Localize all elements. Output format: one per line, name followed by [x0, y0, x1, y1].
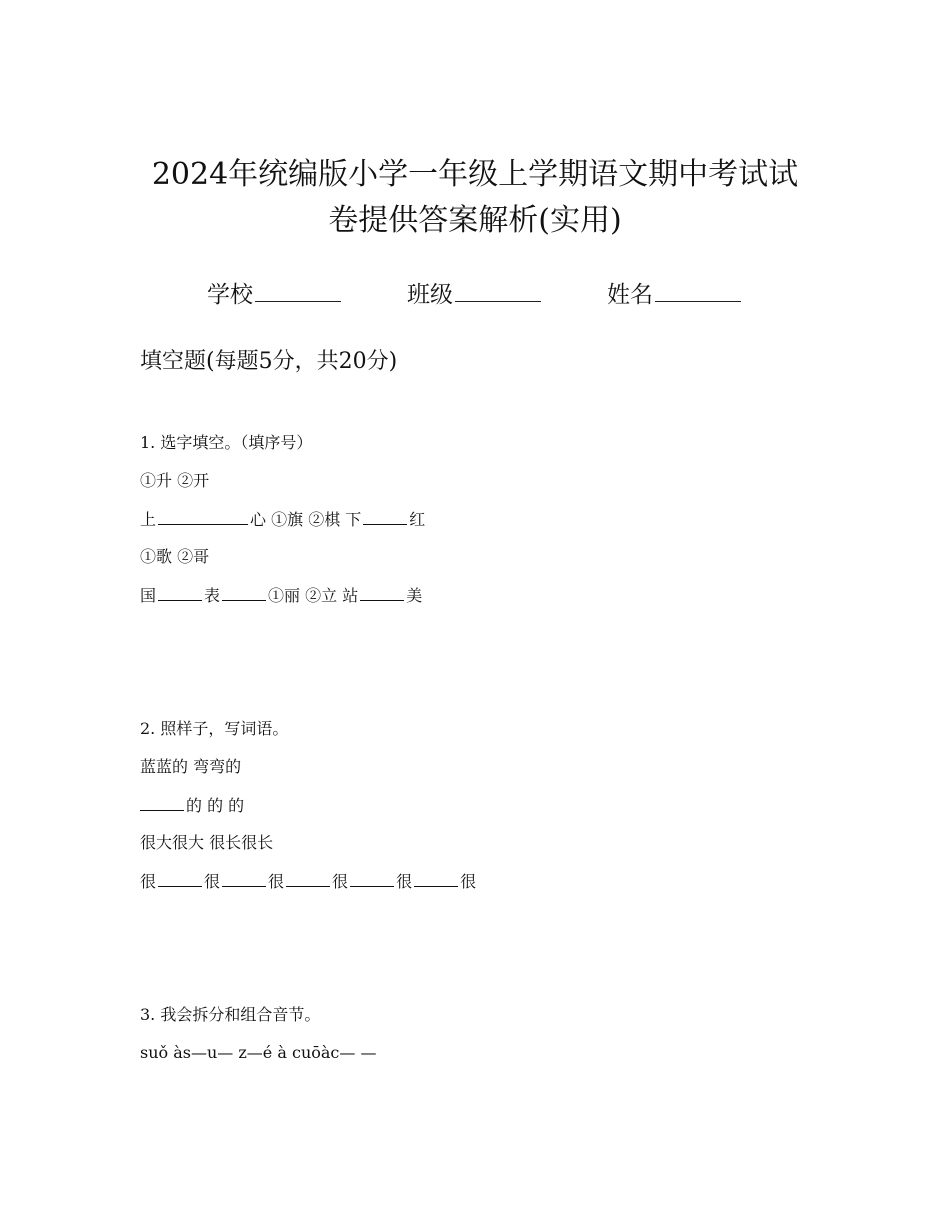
name-blank[interactable] — [655, 279, 741, 302]
answer-blank[interactable] — [360, 584, 404, 601]
answer-blank[interactable] — [222, 870, 266, 887]
answer-blank[interactable] — [414, 870, 458, 887]
answer-blank[interactable] — [158, 508, 248, 525]
answer-blank[interactable] — [286, 870, 330, 887]
school-label: 学校 — [207, 282, 253, 308]
q1-options-a: ①升 ②开 — [140, 471, 210, 490]
q3-pinyin-line: suǒ às—u— z—é à cuōàc— — — [140, 1043, 377, 1062]
document-title — [100, 152, 850, 244]
q2-hen-line: 很 很 很 很 很 很 — [140, 872, 477, 891]
q2-prompt: 2. 照样子，写词语。 — [140, 719, 289, 738]
q1-line-2: 上 心 ①旗 ②棋 下 红 — [140, 510, 426, 529]
title-line-1: 2024年统编版小学一年级上学期语文期中考试试 — [151, 157, 799, 192]
name-label: 姓名 — [607, 282, 653, 308]
answer-blank[interactable] — [158, 584, 202, 601]
school-blank[interactable] — [255, 279, 341, 302]
class-field[interactable] — [407, 276, 541, 309]
q2-blank-line: 的 的 的 — [140, 794, 244, 817]
q3-prompt: 3. 我会拆分和组合音节。 — [140, 1005, 321, 1024]
name-field[interactable] — [607, 276, 741, 309]
answer-blank[interactable] — [350, 870, 394, 887]
answer-blank[interactable] — [140, 794, 184, 811]
student-info-row — [0, 276, 950, 312]
answer-blank[interactable] — [158, 870, 202, 887]
title-line-2: 卷提供答案解析(实用) — [328, 203, 622, 238]
q1-line-4: 国 表 ①丽 ②立 站 美 — [140, 586, 423, 605]
q2-example-a: 蓝蓝的 弯弯的 — [140, 757, 242, 776]
q1-options-b: ①歌 ②哥 — [140, 547, 210, 566]
q1-prompt: 1. 选字填空。（填序号） — [140, 433, 313, 452]
class-blank[interactable] — [455, 279, 541, 302]
section-title: 填空题(每题5分，共20分) — [140, 349, 398, 374]
class-label: 班级 — [407, 282, 453, 308]
q2-example-b: 很大很大 很长很长 — [140, 833, 274, 852]
answer-blank[interactable] — [222, 584, 266, 601]
answer-blank[interactable] — [363, 508, 407, 525]
school-field[interactable] — [207, 276, 341, 309]
